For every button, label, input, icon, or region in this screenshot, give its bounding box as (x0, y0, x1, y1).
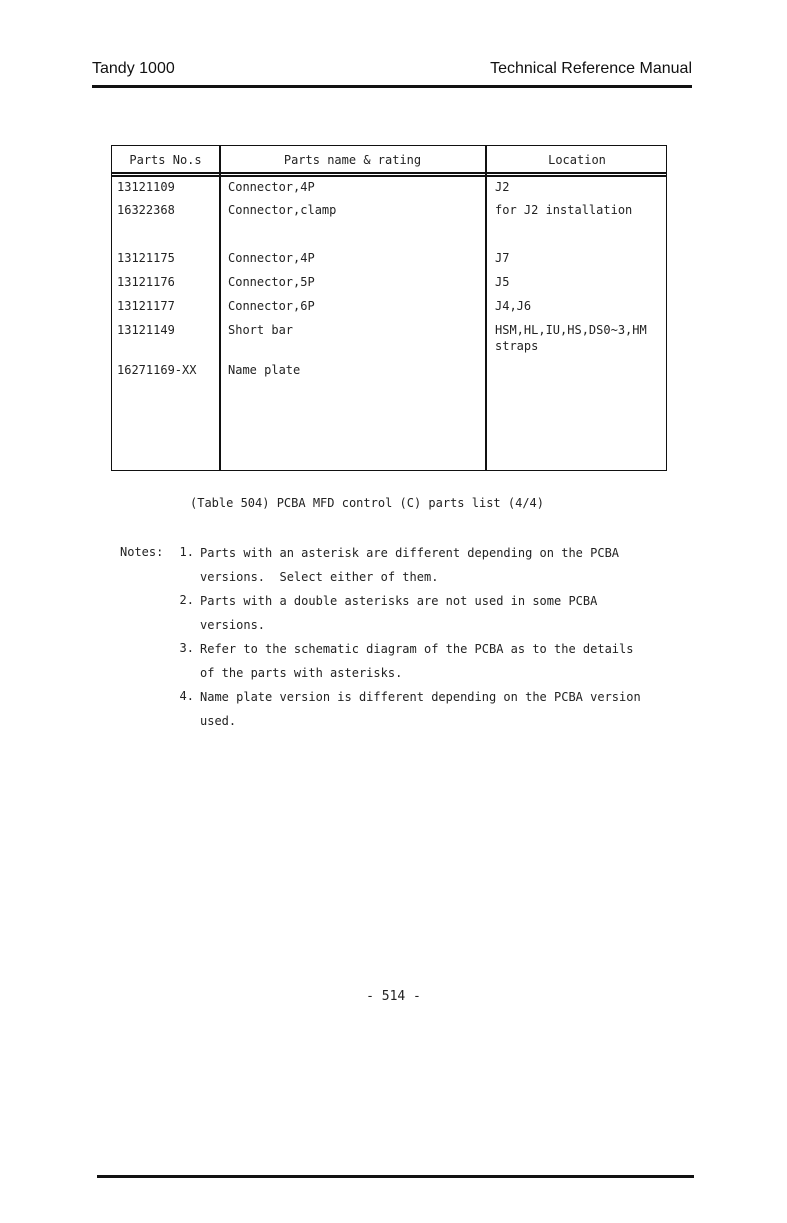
header-divider (112, 172, 666, 174)
cell-part-no: 16322368 (117, 203, 175, 217)
cell-part-name: Short bar (228, 323, 294, 337)
cell-location: for J2 installation (495, 203, 633, 217)
cell-location: J2 (495, 180, 510, 194)
header-title-left: Tandy 1000 (92, 60, 175, 77)
cell-part-no: 13121149 (117, 323, 175, 337)
cell-part-name: Connector,4P (228, 180, 315, 194)
cell-location: J4,J6 (495, 299, 532, 313)
note-number: 4. (179, 689, 194, 703)
cell-part-name: Connector,5P (228, 275, 315, 289)
note-number: 2. (179, 593, 194, 607)
note-line: Refer to the schematic diagram of the PCBA as to the details (200, 642, 634, 656)
note-line: Parts with an asterisk are different depending on the PCBA (200, 546, 620, 560)
notes-label: Notes: (120, 545, 164, 559)
note-number: 1. (179, 545, 194, 559)
table-caption: (Table 504) PCBA MFD control (C) parts list (4/4) (190, 496, 545, 510)
cell-location: HSM,HL,IU,HS,DS0~3,HM straps (495, 323, 647, 353)
cell-part-no: 13121109 (117, 180, 175, 194)
cell-part-no: 16271169-XX (117, 363, 197, 377)
note-line: versions. (200, 618, 266, 632)
page-header (92, 60, 692, 84)
column-header-parts-no: Parts No.s (129, 153, 202, 167)
header-title-right: Technical Reference Manual (490, 60, 692, 77)
cell-part-name: Connector,clamp (228, 203, 337, 217)
page-number: - 514 - (366, 989, 421, 1004)
cell-part-name: Connector,4P (228, 251, 315, 265)
note-number: 3. (179, 641, 194, 655)
note-line: of the parts with asterisks. (200, 666, 403, 680)
note-line: used. (200, 714, 237, 728)
cell-part-no: 13121176 (117, 275, 175, 289)
cell-location: J7 (495, 251, 510, 265)
note-line: Name plate version is different depending on the PCBA version (200, 690, 641, 704)
header-rule (92, 85, 692, 88)
footer-rule (97, 1175, 694, 1178)
column-divider (219, 146, 221, 470)
cell-part-name: Connector,6P (228, 299, 315, 313)
parts-table (111, 145, 667, 471)
cell-part-name: Name plate (228, 363, 301, 377)
cell-part-no: 13121175 (117, 251, 175, 265)
header-divider (112, 175, 666, 177)
note-line: Parts with a double asterisks are not used in some PCBA (200, 594, 598, 608)
column-header-parts-name: Parts name & rating (283, 153, 422, 167)
column-divider (485, 146, 487, 470)
cell-part-no: 13121177 (117, 299, 175, 313)
column-header-location: Location (548, 153, 606, 167)
cell-location: J5 (495, 275, 510, 289)
note-line: versions. Select either of them. (200, 570, 439, 584)
